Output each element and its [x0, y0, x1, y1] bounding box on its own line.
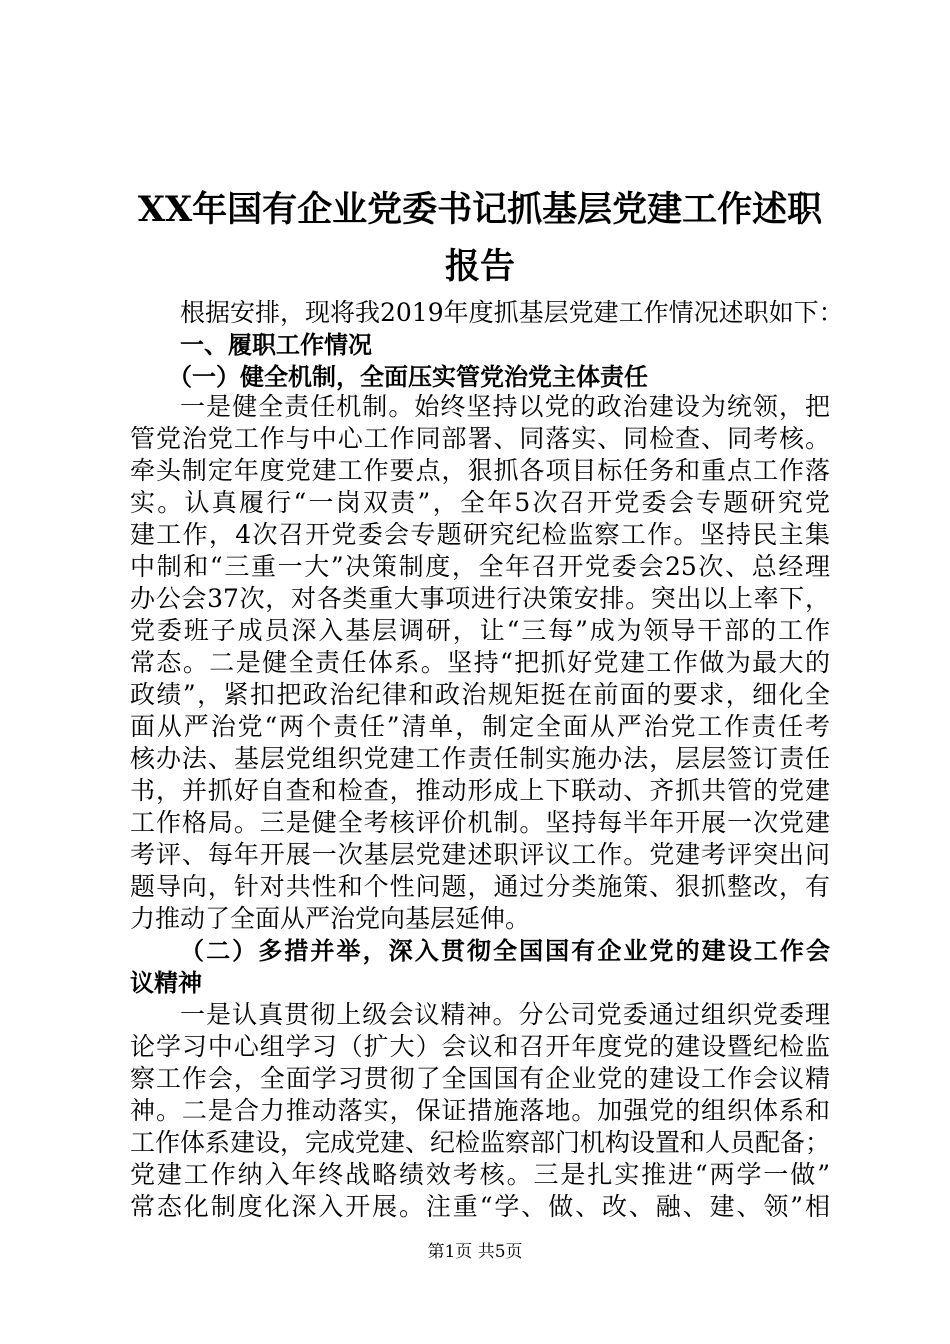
intro-paragraph: 根据安排，现将我2019年度抓基层党建工作情况述职如下：: [180, 298, 844, 327]
subsection-1-heading: （一）健全机制，全面压实管党治党主体责任: [168, 363, 648, 391]
paragraph-line: 办公会37次，对各类重大事项进行决策安排。突出以上率下，: [130, 584, 830, 613]
page-number-footer: 第1页 共5页: [427, 1242, 523, 1262]
paragraph-line: 政绩”，紧扣把政治纪律和政治规矩挺在前面的要求，细化全: [130, 680, 830, 709]
paragraph-line: 常态化制度化深入开展。注重“学、做、改、融、建、领”相: [130, 1192, 830, 1221]
subsection-2-heading-line-1: （二）多措并举，深入贯彻全国国有企业党的建设工作会: [180, 937, 830, 965]
paragraph-line: 察工作会，全面学习贯彻了全国国有企业党的建设工作会议精: [130, 1064, 830, 1093]
paragraph-line: 书，并抓好自查和检查，推动形成上下联动、齐抓共管的党建: [130, 776, 830, 805]
paragraph-line: 中制和“三重一大”决策制度，全年召开党委会25次、总经理: [130, 552, 830, 581]
paragraph-line: 神。二是合力推动落实，保证措施落地。加强党的组织体系和: [130, 1096, 830, 1125]
document-title-line-2: 报告: [444, 246, 515, 287]
paragraph-line: 一是健全责任机制。始终坚持以党的政治建设为统领，把: [180, 392, 830, 421]
paragraph-line: 党委班子成员深入基层调研，让“三每”成为领导干部的工作: [130, 616, 830, 645]
paragraph-line: 论学习中心组学习（扩大）会议和召开年度党的建设暨纪检监: [130, 1032, 830, 1061]
paragraph-line: 核办法、基层党组织党建工作责任制实施办法，层层签订责任: [130, 744, 830, 773]
paragraph-line: 牵头制定年度党建工作要点，狠抓各项目标任务和重点工作落: [130, 456, 830, 485]
paragraph-line: 一是认真贯彻上级会议精神。分公司党委通过组织党委理: [180, 1000, 830, 1029]
paragraph-line: 考评、每年开展一次基层党建述职评议工作。党建考评突出问: [130, 840, 830, 869]
paragraph-line: 力推动了全面从严治党向基层延伸。: [130, 904, 531, 933]
paragraph-line: 党建工作纳入年终战略绩效考核。三是扎实推进“两学一做”: [130, 1160, 830, 1189]
paragraph-line: 常态。二是健全责任体系。坚持“把抓好党建工作做为最大的: [130, 648, 830, 677]
paragraph-line: 工作格局。三是健全考核评价机制。坚持每半年开展一次党建: [130, 808, 830, 837]
subsection-2-heading-line-2: 议精神: [130, 969, 202, 997]
paragraph-line: 面从严治党“两个责任”清单，制定全面从严治党工作责任考: [130, 712, 830, 741]
paragraph-line: 工作体系建设，完成党建、纪检监察部门机构设置和人员配备；: [130, 1128, 831, 1157]
document-title-line-1: XX年国有企业党委书记抓基层党建工作述职: [137, 189, 823, 230]
paragraph-line: 实。认真履行“一岗双责”，全年5次召开党委会专题研究党: [130, 488, 830, 517]
paragraph-line: 建工作，4次召开党委会专题研究纪检监察工作。坚持民主集: [130, 520, 830, 549]
section-1-heading: 一、履职工作情况: [180, 331, 372, 359]
paragraph-line: 管党治党工作与中心工作同部署、同落实、同检查、同考核。: [130, 424, 830, 453]
paragraph-line: 题导向，针对共性和个性问题，通过分类施策、狠抓整改，有: [130, 872, 830, 901]
